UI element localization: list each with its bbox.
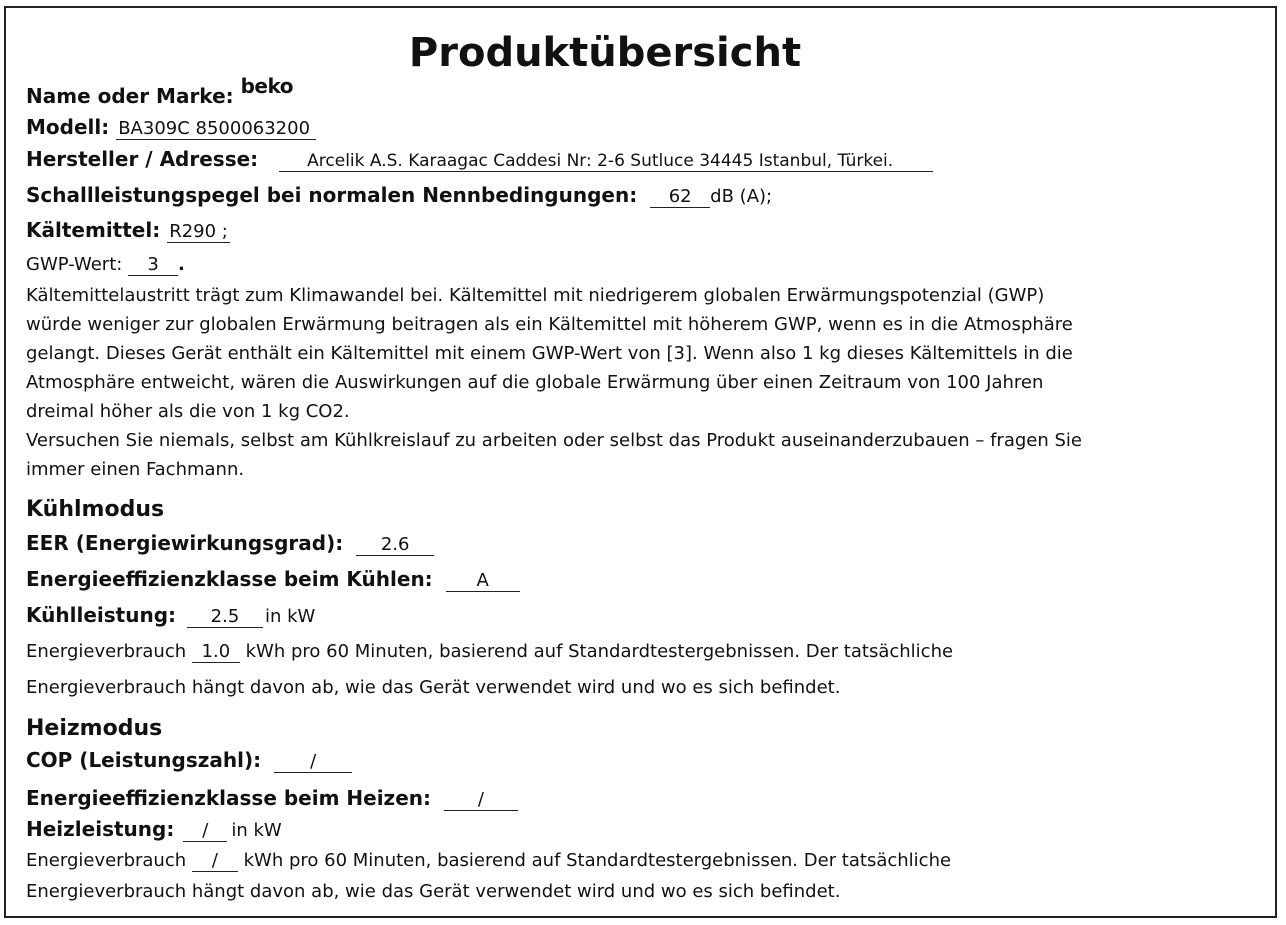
cooling-capacity-row bbox=[26, 603, 315, 628]
gwp-row bbox=[26, 254, 185, 276]
paragraph-line: Versuchen Sie niemals, selbst am Kühlkreislauf zu arbeiten oder selbst das Produkt auseinanderzubauen – fragen Sie bbox=[26, 430, 1082, 451]
sound-label: Schallleistungspegel bei normalen Nennbedingungen: bbox=[26, 183, 638, 207]
cooling-capacity-value: 2.5 bbox=[187, 607, 263, 628]
heating-consumption-line2: Energieverbrauch hängt davon ab, wie das Gerät verwendet wird und wo es sich befindet. bbox=[26, 881, 841, 902]
refrigerant-row bbox=[26, 218, 230, 243]
gwp-value: 3 bbox=[128, 255, 178, 276]
model-value: BA309C 8500063200 bbox=[116, 119, 316, 140]
heating-heading: Heizmodus bbox=[26, 716, 163, 741]
cooling-consumption-prefix: Energieverbrauch bbox=[26, 641, 187, 662]
heating-consumption-row bbox=[26, 850, 951, 872]
manufacturer-label: Hersteller / Adresse: bbox=[26, 147, 259, 171]
manufacturer-row bbox=[26, 147, 933, 172]
heating-capacity-value: / bbox=[183, 821, 227, 842]
cooling-capacity-label: Kühlleistung: bbox=[26, 603, 177, 627]
heating-capacity-row bbox=[26, 817, 282, 842]
heating-capacity-label: Heizleistung: bbox=[26, 817, 175, 841]
heating-capacity-unit: in kW bbox=[231, 820, 282, 841]
paragraph-line: immer einen Fachmann. bbox=[26, 459, 245, 480]
cooling-class-row bbox=[26, 567, 520, 592]
brand-label: Name oder Marke: bbox=[26, 84, 234, 108]
paragraph-line: gelangt. Dieses Gerät enthält ein Kältemittel mit einem GWP-Wert von [3]. Wenn also 1 kg dieses Kältemittels in die bbox=[26, 343, 1073, 364]
brand-row bbox=[26, 74, 293, 108]
cop-label: COP (Leistungszahl): bbox=[26, 748, 262, 772]
refrigerant-value: R290 ; bbox=[169, 221, 228, 242]
model-row bbox=[26, 115, 316, 140]
heating-class-row bbox=[26, 786, 518, 811]
brand-logo: beko bbox=[240, 74, 293, 98]
eer-row bbox=[26, 531, 434, 556]
sound-value: 62 bbox=[650, 187, 710, 208]
paragraph-line: dreimal höher als die von 1 kg CO2. bbox=[26, 401, 350, 422]
heating-class-label: Energieeffizienzklasse beim Heizen: bbox=[26, 786, 431, 810]
cooling-capacity-unit: in kW bbox=[264, 606, 316, 627]
model-label: Modell: bbox=[26, 115, 110, 139]
paragraph-line: Atmosphäre entweicht, wären die Auswirkungen auf die globale Erwärmung über einen Zeitraum von 100 Jahren bbox=[26, 372, 1044, 393]
page-title: Produktübersicht bbox=[408, 30, 802, 76]
cooling-consumption-value: 1.0 bbox=[192, 642, 240, 663]
cop-row bbox=[26, 748, 352, 773]
manufacturer-value: Arcelik A.S. Karaagac Caddesi Nr: 2-6 Sutluce 34445 Istanbul, Türkei. bbox=[279, 151, 933, 172]
refrigerant-label: Kältemittel: bbox=[26, 218, 161, 242]
cooling-consumption-line2: Energieverbrauch hängt davon ab, wie das Gerät verwendet wird und wo es sich befindet. bbox=[26, 677, 841, 698]
heating-consumption-value: / bbox=[192, 851, 238, 872]
gwp-label: GWP-Wert: bbox=[26, 254, 123, 275]
sound-row bbox=[26, 183, 772, 208]
cooling-heading: Kühlmodus bbox=[26, 497, 165, 522]
cooling-class-value: A bbox=[446, 571, 520, 592]
heating-class-value: / bbox=[444, 790, 518, 811]
sound-unit: dB (A); bbox=[710, 186, 773, 207]
eer-label: EER (Energiewirkungsgrad): bbox=[26, 531, 344, 555]
refrigerant-info-paragraph bbox=[26, 281, 1082, 484]
cooling-consumption-row bbox=[26, 641, 953, 663]
cooling-consumption-suffix: kWh pro 60 Minuten, basierend auf Standardtestergebnissen. Der tatsächliche bbox=[245, 641, 954, 662]
paragraph-line: Kältemittelaustritt trägt zum Klimawandel bei. Kältemittel mit niedrigerem globalen Erwärmungspotenzial (GWP) bbox=[26, 285, 1045, 306]
heating-consumption-suffix: kWh pro 60 Minuten, basierend auf Standardtestergebnissen. Der tatsächliche bbox=[243, 850, 952, 871]
gwp-suffix: . bbox=[178, 254, 185, 275]
cooling-class-label: Energieeffizienzklasse beim Kühlen: bbox=[26, 567, 433, 591]
cop-value: / bbox=[274, 752, 352, 773]
paragraph-line: würde weniger zur globalen Erwärmung beitragen als ein Kältemittel mit höherem GWP, wenn es in die Atmosphäre bbox=[26, 314, 1073, 335]
heating-consumption-prefix: Energieverbrauch bbox=[26, 850, 187, 871]
eer-value: 2.6 bbox=[356, 535, 434, 556]
